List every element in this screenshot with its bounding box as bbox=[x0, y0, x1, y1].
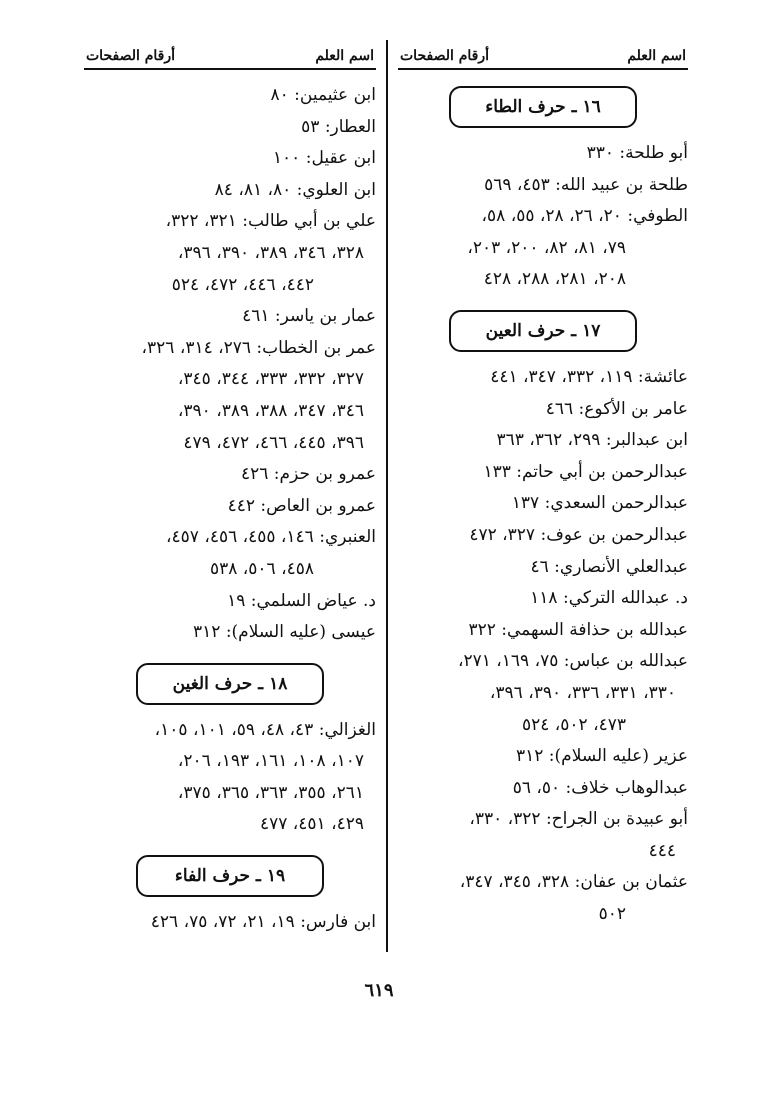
index-entry: عثمان بن عفان: ٣٢٨، ٣٤٥، ٣٤٧، bbox=[459, 872, 688, 893]
right-column bbox=[398, 40, 688, 931]
index-entry: علي بن أبي طالب: ٣٢١، ٣٢٢، bbox=[165, 211, 376, 232]
index-entry: ابن عقيل: ١٠٠ bbox=[272, 148, 376, 169]
header-pages-label: أرقام الصفحات bbox=[86, 48, 176, 64]
index-entry: أبو عبيدة بن الجراح: ٣٢٢، ٣٣٠، bbox=[469, 809, 688, 830]
index-entry: طلحة بن عبيد الله: ٤٥٣، ٥٦٩ bbox=[484, 174, 688, 195]
header-pages-label: أرقام الصفحات bbox=[400, 48, 490, 64]
index-entry-continuation: ٢٠٨، ٢٨١، ٢٨٨، ٤٢٨ bbox=[483, 269, 626, 290]
index-entry-continuation: ٧٩، ٨١، ٨٢، ٢٠٠، ٢٠٣، bbox=[467, 237, 626, 258]
index-entry: ابن عثيمين: ٨٠ bbox=[270, 85, 376, 105]
index-entry: عبدالرحمن السعدي: ١٣٧ bbox=[511, 493, 688, 514]
index-entry: عبدالله بن عباس: ٧٥، ١٦٩، ٢٧١، bbox=[457, 651, 688, 672]
index-entry: عيسى (عليه السلام): ٣١٢ bbox=[193, 622, 376, 643]
index-entry-continuation: ٣٣٠، ٣٣١، ٣٣٦، ٣٩٠، ٣٩٦، bbox=[489, 682, 676, 703]
index-entry: عبدالرحمن بن أبي حاتم: ١٣٣ bbox=[483, 461, 688, 482]
index-entry: د. عياض السلمي: ١٩ bbox=[227, 590, 376, 611]
index-entry-continuation: ٤٤٤ bbox=[648, 840, 676, 861]
index-entry: عزير (عليه السلام): ٣١٢ bbox=[516, 746, 688, 767]
index-entry-continuation: ٣٩٦، ٤٤٥، ٤٦٦، ٤٧٢، ٤٧٩ bbox=[183, 432, 364, 453]
index-entry-continuation: ٣٢٧، ٣٣٢، ٣٣٣، ٣٤٤، ٣٤٥، bbox=[177, 369, 364, 390]
index-entry: العنبري: ١٤٦، ٤٥٥، ٤٥٦، ٤٥٧، bbox=[166, 527, 376, 548]
index-entry-continuation: ٢٦١، ٣٥٥، ٣٦٣، ٣٦٥، ٣٧٥، bbox=[177, 782, 364, 803]
index-entry: عبدالرحمن بن عوف: ٣٢٧، ٤٧٢ bbox=[469, 524, 688, 545]
index-entry: عبدالعلي الأنصاري: ٤٦ bbox=[530, 556, 688, 577]
index-entry-continuation: ٤٤٢، ٤٤٦، ٤٧٢، ٥٢٤ bbox=[171, 274, 314, 295]
index-entry-continuation: ٥٠٢ bbox=[598, 904, 626, 925]
index-entry: عمار بن ياسر: ٤٦١ bbox=[242, 306, 376, 327]
header-name-label: اسم العلم bbox=[315, 48, 374, 64]
page-number: ٦١٩ bbox=[364, 980, 394, 1001]
index-entry: العطار: ٥٣ bbox=[301, 116, 376, 137]
column-divider bbox=[386, 40, 388, 952]
index-entry-continuation: ٤٥٨، ٥٠٦، ٥٣٨ bbox=[210, 558, 314, 579]
section-heading-fa: ١٩ ـ حرف الفاء bbox=[136, 855, 324, 897]
section-heading-ta: ١٦ ـ حرف الطاء bbox=[449, 86, 637, 128]
section-heading-ghain: ١٨ ـ حرف الغين bbox=[136, 663, 324, 705]
left-column bbox=[84, 40, 376, 939]
index-entry: عمرو بن حزم: ٤٢٦ bbox=[241, 464, 376, 485]
index-entry: د. عبدالله التركي: ١١٨ bbox=[530, 588, 688, 609]
index-entry: ابن العلوي: ٨٠، ٨١، ٨٤ bbox=[214, 179, 376, 200]
index-entry-continuation: ٤٢٩، ٤٥١، ٤٧٧ bbox=[260, 814, 364, 835]
index-entry: عمرو بن العاص: ٤٤٢ bbox=[227, 495, 376, 516]
index-entry: عمر بن الخطاب: ٢٧٦، ٣١٤، ٣٢٦، bbox=[141, 337, 376, 358]
index-entry: ابن عبدالبر: ٢٩٩، ٣٦٢، ٣٦٣ bbox=[496, 430, 688, 451]
header-name-label: اسم العلم bbox=[627, 48, 686, 64]
index-entry: عامر بن الأكوع: ٤٦٦ bbox=[545, 398, 688, 419]
section-heading-ain: ١٧ ـ حرف العين bbox=[449, 310, 637, 352]
index-entry-continuation: ٤٧٣، ٥٠٢، ٥٢٤ bbox=[522, 714, 626, 735]
index-entry: أبو طلحة: ٣٣٠ bbox=[586, 143, 688, 163]
column-header bbox=[84, 40, 376, 70]
index-entry: عبدالوهاب خلاف: ٥٠، ٥٦ bbox=[512, 777, 688, 798]
index-entry: عائشة: ١١٩، ٣٣٢، ٣٤٧، ٤٤١ bbox=[490, 366, 688, 387]
index-entry: الغزالي: ٤٣، ٤٨، ٥٩، ١٠١، ١٠٥، bbox=[154, 719, 376, 740]
index-entry: الطوفي: ٢٠، ٢٦، ٢٨، ٥٥، ٥٨، bbox=[481, 206, 688, 227]
index-entry-continuation: ١٠٧، ١٠٨، ١٦١، ١٩٣، ٢٠٦، bbox=[177, 751, 364, 772]
index-entry: عبدالله بن حذافة السهمي: ٣٢٢ bbox=[468, 619, 688, 640]
column-header bbox=[398, 40, 688, 70]
index-entry-continuation: ٣٢٨، ٣٤٦، ٣٨٩، ٣٩٠، ٣٩٦، bbox=[177, 242, 364, 263]
index-entry-continuation: ٣٤٦، ٣٤٧، ٣٨٨، ٣٨٩، ٣٩٠، bbox=[177, 400, 364, 421]
index-entry: ابن فارس: ١٩، ٢١، ٧٢، ٧٥، ٤٢٦ bbox=[150, 912, 376, 933]
